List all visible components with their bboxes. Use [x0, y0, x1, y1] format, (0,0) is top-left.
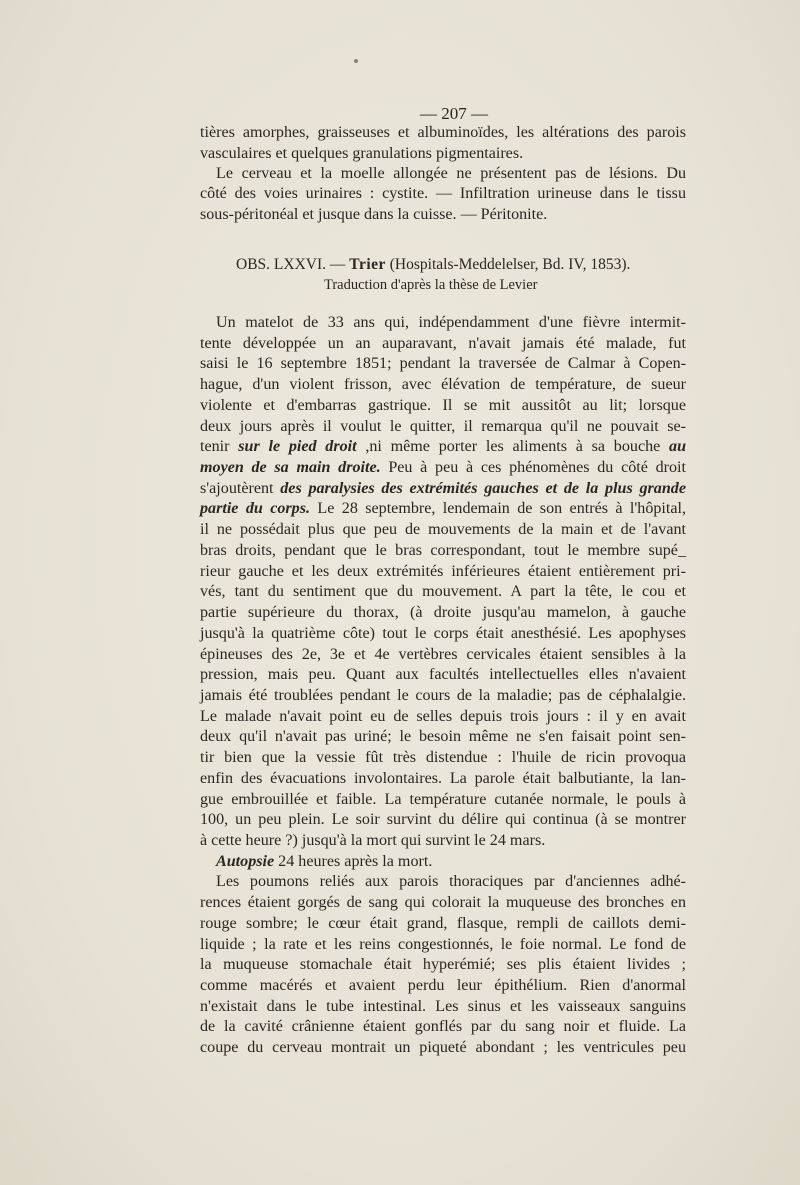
- text-line: n'existait dans le tube intestinal. Les sinus et les vaisseaux sanguins: [200, 998, 686, 1015]
- text-line: pression, mais peu. Quant aux facultés intellectuelles elles n'avaient: [200, 666, 686, 683]
- observation-heading: [236, 254, 630, 276]
- obs-number: OBS. LXXVI. —: [236, 256, 346, 273]
- text-line: vasculaires et quelques granulations pigmentaires.: [200, 145, 524, 162]
- text-line: tente développée un an auparavant, n'avait jamais été malade, fut: [200, 335, 686, 352]
- text-line: partie supérieure du thorax, (à droite jusqu'au mamelon, à gauche: [200, 604, 686, 621]
- obs-author: Trier: [349, 256, 386, 273]
- text-line: hague, d'un violent frisson, avec élévation de température, de sueur: [200, 376, 686, 393]
- text-line: violente et d'embarras gastrique. Il se mit aussitôt au lit; lorsque: [200, 397, 686, 414]
- text-line: jusqu'à la quatrième côte) tout le corps était anesthésié. Les apophyses: [200, 625, 686, 642]
- paper-speck: [354, 59, 358, 63]
- text-line: gue embrouillée et faible. La température cutanée normale, le pouls à: [200, 791, 686, 808]
- text-line: Un matelot de 33 ans qui, indépendamment d'une fièvre intermit-: [216, 314, 686, 331]
- text-line: tenir sur le pied droit ,ni même porter les aliments à sa bouche au: [200, 438, 687, 455]
- text-line: Le malade n'avait point eu de selles depuis trois jours : il y en avait: [200, 708, 686, 725]
- page-number: — 207 —: [420, 104, 488, 123]
- text-line: tir bien que la vessie fût très distendue : l'huile de ricin provoqua: [200, 749, 686, 766]
- text-line: moyen de sa main droite. Peu à peu à ces phénomènes du côté droit: [200, 459, 686, 476]
- text-line: épineuses des 2e, 3e et 4e vertèbres cervicales étaient sensibles à la: [200, 646, 686, 663]
- text-line: de la cavité crânienne étaient gonflés par du sang noir et fluide. La: [200, 1018, 686, 1035]
- obs-source: (Hospitals-Meddelelser, Bd. IV, 1853).: [389, 256, 631, 273]
- text-line: jamais été troublées pendant le cours de la maladie; pas de céphalalgie.: [200, 687, 686, 704]
- text-line: comme macérés et avaient perdu leur épithélium. Rien d'anormal: [200, 977, 686, 994]
- text-line: deux jours après il voulut le quitter, il remarqua qu'il ne pouvait se-: [200, 418, 686, 435]
- text-line: Autopsie 24 heures après la mort.: [216, 853, 433, 870]
- text-line: bras droits, pendant que le bras correspondant, tout le membre supé_: [200, 542, 686, 559]
- text-line: il ne possédait plus que peu de mouvements de la main et de l'avant: [200, 521, 686, 538]
- text-line: rouge sombre; le cœur était grand, flasque, rempli de caillots demi-: [200, 915, 686, 932]
- text-line: tières amorphes, graisseuses et albuminoïdes, les altérations des parois: [200, 124, 686, 141]
- text-line: deux qu'il n'avait pas uriné; le besoin même ne s'en faisait point sen-: [200, 728, 686, 745]
- text-line: enfin des évacuations involontaires. La parole était balbutiante, la lan-: [200, 770, 686, 787]
- text-line: s'ajoutèrent des paralysies des extrémités gauches et de la plus grande: [200, 480, 686, 497]
- text-line: rieur gauche et les deux extrémités inférieures étaient entièrement pri-: [200, 563, 686, 580]
- text-line: 100, un peu plein. Le soir survint du délire qui continua (à se montrer: [200, 811, 686, 828]
- text-line: vés, tant du sentiment que du mouvement. A part la tête, le cou et: [200, 583, 686, 600]
- text-line: sous-péritonéal et jusque dans la cuisse. — Péritonite.: [200, 206, 548, 223]
- text-line: Le cerveau et la moelle allongée ne présentent pas de lésions. Du: [216, 165, 686, 182]
- text-line: à cette heure ?) jusqu'à la mort qui survint le 24 mars.: [200, 832, 546, 849]
- text-line: la muqueuse stomachale était hyperémié; ses plis étaient livides ;: [200, 956, 686, 973]
- text-line: saisi le 16 septembre 1851; pendant la traversée de Calmar à Copen-: [200, 355, 686, 372]
- text-line: coupe du cerveau montrait un piqueté abondant ; les ventricules peu: [200, 1039, 686, 1056]
- text-line: liquide ; la rate et les reins congestionnés, le foie normal. Le fond de: [200, 936, 686, 953]
- text-line: Les poumons reliés aux parois thoraciques par d'anciennes adhé-: [216, 873, 686, 890]
- observation-subtitle: Traduction d'après la thèse de Levier: [324, 277, 538, 293]
- text-line: rences étaient gorgés de sang qui colorait la muqueuse des bronches en: [200, 894, 686, 911]
- text-line: côté des voies urinaires : cystite. — Infiltration urineuse dans le tissu: [200, 185, 686, 202]
- text-line: partie du corps. Le 28 septembre, lendemain de son entrés à l'hôpital,: [200, 500, 686, 517]
